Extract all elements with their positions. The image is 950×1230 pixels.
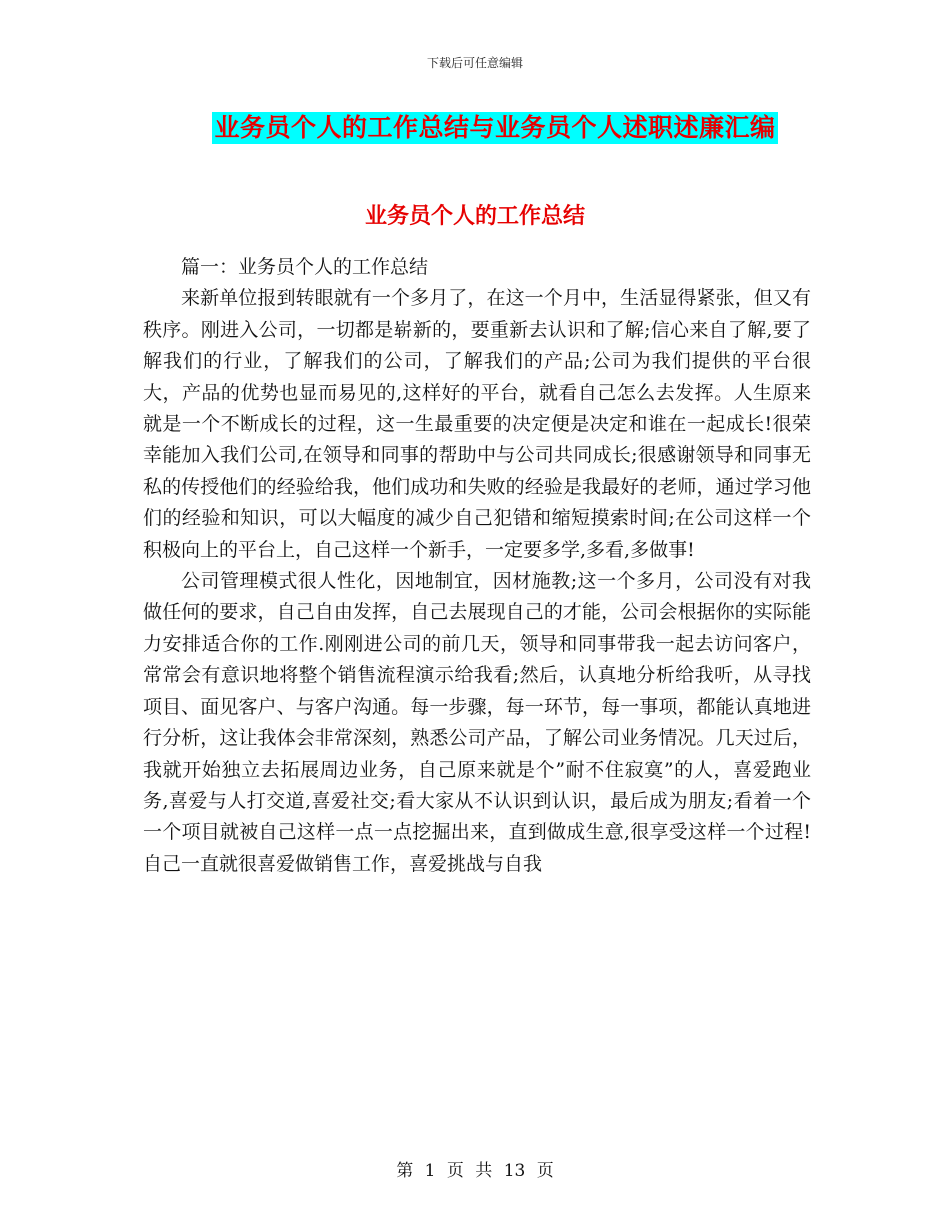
paragraph-2: 公司管理模式很人性化，因地制宜，因材施教;这一个多月，公司没有对我做任何的要求，自己自由发挥，自己去展现自己的才能，公司会根据你的实际能力安排适合你的工作.刚刚进公司的前几天，领导和同事带我一起去访问客户，常常会有意识地将整个销售流程演示给我看;然后，认真地分析给我听，从寻找项目、面见客户、与客户沟通。每一步骤，每一环节，每一事项，都能认真地进行分析，这让我体会非常深刻，熟悉公司产品，了解公司业务情况。几天过后，我就开始独立去拓展周边业务，自己原来就是个”耐不住寂寞”的人，喜爱跑业务,喜爱与人打交道,喜爱社交;看大家从不认识到认识，最后成为朋友;看着一个一个项目就被自己这样一点一点挖掘出来，直到做成生意,很享受这样一个过程!自己一直就很喜爱做销售工作，喜爱挑战与自我 <box>143 570 811 875</box>
section-title: 业务员个人的工作总结 <box>364 204 585 229</box>
paragraph-1: 来新单位报到转眼就有一个多月了，在这一个月中，生活显得紧张，但又有秩序。刚进入公司，一切都是崭新的，要重新去认识和了解;信心来自了解,要了解我们的行业，了解我们的公司，了解我们的产品;公司为我们提供的平台很大，产品的优势也显而易见的,这样好的平台，就看自己怎么去发挥。人生原来就是一个不断成长的过程，这一生最重要的决定便是决定和谁在一起成长!很荣幸能加入我们公司,在领导和同事的帮助中与公司共同成长;很感谢领导和同事无私的传授他们的经验给我，他们成功和失败的经验是我最好的老师，通过学习他们的经验和知识，可以大幅度的减少自己犯错和缩短摸索时间;在公司这样一个积极向上的平台上，自己这样一个新手，一定要多学,多看,多做事! <box>143 287 811 561</box>
subheading: 篇一：业务员个人的工作总结 <box>181 256 429 278</box>
header-note: 下载后可任意编辑 <box>426 56 523 70</box>
page-footer: 第 1 页 共 13 页 <box>396 1161 554 1181</box>
body-text <box>143 252 811 880</box>
main-title-wrap <box>0 112 950 144</box>
document-title: 业务员个人的工作总结与业务员个人述职述廉汇编 <box>214 113 776 142</box>
